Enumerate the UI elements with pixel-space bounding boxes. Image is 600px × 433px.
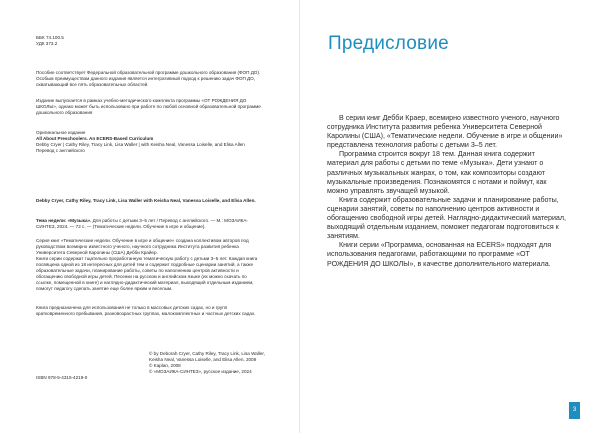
classification-codes: [36, 35, 261, 47]
preface-paragraph: Программа строится вокруг 18 тем. Данная книга содержит материал для работы с детьми по теме «Музыка». Дети узнают о различных музыкальных жанрах, о том, как композиторы создают музыкальные произведения. Познакомятся с нотами и поймут, как можно управлять звучащей музыкой.: [327, 150, 547, 195]
copyright-block: © by Deborah Cryer, Cathy Riley, Tracy Link, Lisa Waller, Keisha Neal, Vanessa Loiselle, and Elisa Allen, 2008 © Kaplan, 2008 © «МОЗАИКА-СИНТЕЗ», русское издание, 2024: [149, 351, 265, 374]
preface-paragraph: В серии книг Дебби Краер, всемирно известного ученого, научного сотрудника Института развития ребенка Университета Северной Каролины (США), «Тематические недели. Обучение в игре и общении» представлена технология работы с детьми 3–5 лет.: [327, 114, 563, 150]
bibliographic-entry: [36, 218, 261, 230]
preface-title: Предисловие: [328, 33, 449, 54]
original-authors: Debby Cryer | Cathy Riley, Tracy Link, Lisa Waller | with Keisha Neal, Vanessa Loiselle, and Elisa Allen: [36, 142, 245, 147]
fop-compliance-note: Пособие соответствует Федеральной образовательной программе дошкольного образования (ФОП ДО). Особым преимуществом данного издания является интегративный подход к решению задач ФОП ДО, охватывающий все пять образовательных областей.: [36, 70, 262, 87]
translation-note: Перевод с английского: [36, 148, 85, 153]
left-page: [0, 0, 299, 433]
original-edition: [36, 130, 261, 154]
bibliographic-details: Для работы с детьми 3–5 лет / Перевод с английского. — М.: МОЗАИКА-СИНТЕЗ, 2024. — 72 с. — (Тематические недели. Обучение в игре и общение).: [36, 218, 248, 229]
udk-code: УДК 373.2: [36, 41, 58, 46]
audience-note: Книга предназначена для использования не только в массовых детских садах, но и групп кратковременного пребывания, разновозрастных группах, малокомплектных и частных детских садах.: [36, 305, 256, 316]
preface-paragraph: Книга содержит образовательные задачи и планирование работы, сценарии занятий, советы по наполнению центров активности и обогащению свободной игры детей. Наглядно-дидактический материал, выходящий отдельным изданием, поможет педагогам подготовиться к занятиям.: [327, 195, 566, 241]
program-note: Издание выпускается в рамках учебно-методического комплекта программы «ОТ РОЖДЕНИЯ ДО ШКОЛЫ», однако может быть использовано при работе по любой основной образовательной программе дошкольного образования: [36, 98, 263, 115]
preface-body: [327, 114, 567, 269]
preface-paragraph: Книги серии «Программа, основанная на ECERS» подходят для использования педагогами, работающими по программе «ОТ РОЖДЕНИЯ ДО ШКОЛЫ», в качестве дополнительного материала.: [327, 241, 552, 268]
original-title: All About Preschoolers. An ECERS-Based Curriculum: [36, 136, 154, 141]
page-number: 3: [569, 402, 580, 419]
original-edition-heading: Оригинальное издание: [36, 130, 86, 135]
bbk-code: ББК 74.100.5: [36, 35, 64, 40]
authors-line: Debby Cryer, Cathy Riley, Tracy Link, Lisa Waller with Keisha Neal, Vanessa Loiselle, and Elisa Allen.: [36, 198, 256, 203]
series-description: Серия книг «Тематические недели. Обучение в игре и общение» создана коллективом авторов под руководством всемирно известного ученого, научного сотрудника Института развития ребенка Университета Северной Каролины (США) Дебби Крайер.: [36, 238, 250, 255]
series-content-description: Книги серии содержат тщательно проработанную тематическую работу с детьми 3–5 лет. Каждая книга посвящена одной из 18 интересных для детей тем и содержит подробные сценарии занятий, а также образовательные задачи, планирование работы, советы по наполнению центров активности и обогащению свободной игры детей. Песенки на русском и английском языке (их можно скачать по ссылке, помещенной в книге) и наглядно-дидактический материал, выходящий отдельным изданием, помогут педагогу сделать занятие еще более ярким и веселым.: [36, 256, 259, 291]
isbn: ISBN 978-5-4315-4219-0: [36, 375, 88, 380]
book-title: Тема недели: «Музыка».: [36, 218, 92, 223]
